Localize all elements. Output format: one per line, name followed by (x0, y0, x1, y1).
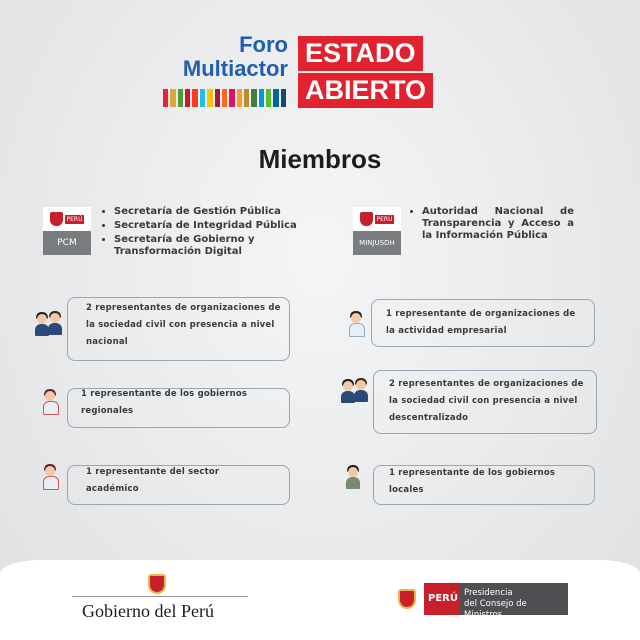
people-icon (34, 310, 64, 340)
badge-pcm: PCM (43, 231, 91, 255)
stripe (281, 89, 286, 107)
list-item: • Autoridad Nacional de Transparencia y Acceso a la Información Pública (422, 206, 574, 242)
stripe (163, 89, 168, 107)
badge-peru: PERÚ (376, 215, 393, 223)
logo-abierto: ABIERTO (298, 73, 433, 108)
list-item: • Secretaría de Gobierno y Transformación Digital (114, 234, 314, 258)
presidencia-line2: del Consejo de Ministros (464, 599, 527, 620)
member-text: 1 representante del sector académico (86, 467, 220, 494)
badge-minjusdh: MINJUSDH (353, 231, 401, 255)
stripe (229, 89, 234, 107)
stripe (170, 89, 175, 107)
stripe (222, 89, 227, 107)
people-icon (340, 377, 370, 407)
stripe (185, 89, 190, 107)
coat-of-arms-icon (398, 589, 416, 609)
gobierno-del-peru: Gobierno del Perú (82, 601, 214, 621)
member-text: 2 representantes de organizaciones de la sociedad civil con presencia a nivel descentralizado (389, 379, 584, 423)
stripe (244, 89, 249, 107)
logo-estado: ESTADO (298, 36, 423, 71)
member-text: 1 representante de los gobiernos locales (389, 468, 556, 495)
logo-foro: Foro (239, 32, 288, 57)
stripe (259, 89, 264, 107)
stripe (237, 89, 242, 107)
list-item: • Secretaría de Gestión Pública (114, 206, 314, 218)
member-text: 1 representante de organizaciones de la actividad empresarial (386, 309, 576, 336)
stripe (192, 89, 197, 107)
stripe (207, 89, 212, 107)
presidencia-label (460, 583, 568, 620)
badge-peru: PERÚ (66, 215, 83, 223)
person-icon (40, 463, 70, 493)
coat-of-arms-icon (148, 574, 166, 594)
logo-color-stripes (163, 89, 288, 107)
logo-multiactor: Multiactor (182, 56, 288, 81)
coat-of-arms-icon (50, 212, 63, 226)
person-icon (346, 310, 376, 340)
person-icon (343, 464, 373, 494)
member-text: 2 representantes de organizaciones de la sociedad civil con presencia a nivel nacional (86, 303, 281, 347)
minjusdh-list (408, 206, 574, 244)
footer-peru-badge: PERÚ (424, 583, 462, 615)
pcm-badge (43, 207, 91, 255)
divider (72, 596, 248, 597)
presidencia-line1: Presidencia (464, 588, 513, 598)
stripe (178, 89, 183, 107)
pcm-list (100, 206, 314, 260)
stripe (273, 89, 278, 107)
list-item: • Secretaría de Integridad Pública (114, 220, 314, 232)
member-text: 1 representante de los gobiernos regionales (81, 389, 248, 416)
stripe (251, 89, 256, 107)
page-title: Miembros (258, 144, 382, 174)
coat-of-arms-icon (360, 212, 373, 226)
minjusdh-badge (353, 207, 401, 255)
stripe (266, 89, 271, 107)
person-icon (40, 388, 70, 418)
stripe (215, 89, 220, 107)
foro-multiactor-logo-text (160, 33, 288, 81)
stripe (200, 89, 205, 107)
